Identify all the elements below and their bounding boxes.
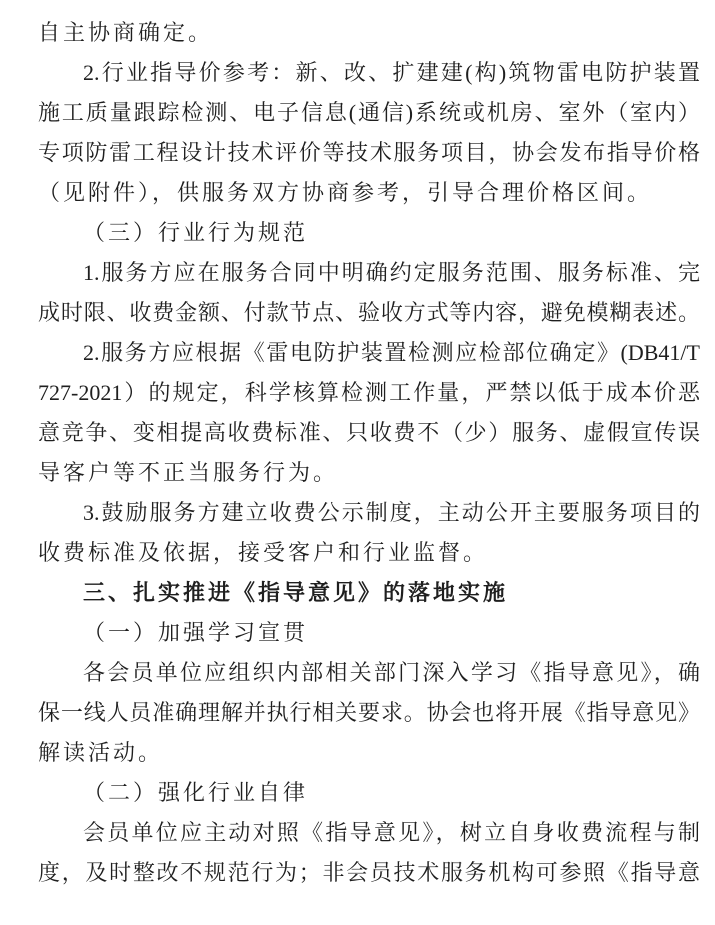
section-heading: 三、扎实推进《指导意见》的落地实施 [83, 580, 509, 605]
body-line: 收费标准及依据，接受客户和行业监督。 [38, 540, 489, 565]
subsection-heading: （三）行业行为规范 [83, 220, 309, 245]
body-line: （见附件），供服务双方协商参考，引导合理价格区间。 [38, 180, 653, 205]
body-line: 会员单位应主动对照《指导意见》，树立自身收费流程与制 [83, 820, 700, 845]
body-line: 成时限、收费金额、付款节点、验收方式等内容，避免模糊表述。 [38, 300, 700, 325]
body-line: 度，及时整改不规范行为；非会员技术服务机构可参照《指导意 [38, 860, 700, 885]
body-line: 施工质量跟踪检测、电子信息(通信)系统或机房、室外（室内） [38, 100, 700, 125]
body-line: 727-2021）的规定，科学核算检测工作量，严禁以低于成本价恶 [38, 380, 700, 405]
body-line: 1.服务方应在服务合同中明确约定服务范围、服务标准、完 [83, 260, 700, 285]
body-line: 各会员单位应组织内部相关部门深入学习《指导意见》，确 [83, 660, 700, 685]
body-line: 意竞争、变相提高收费标准、只收费不（少）服务、虚假宣传误 [38, 420, 700, 445]
body-line: 自主协商确定。 [38, 20, 214, 45]
subsection-heading: （二）强化行业自律 [83, 780, 309, 805]
body-line: 专项防雷工程设计技术评价等技术服务项目，协会发布指导价格 [38, 140, 700, 165]
body-line: 解读活动。 [38, 740, 164, 765]
subsection-heading: （一）加强学习宣贯 [83, 620, 309, 645]
body-line: 保一线人员准确理解并执行相关要求。协会也将开展《指导意见》 [38, 700, 700, 725]
body-line: 3.鼓励服务方建立收费公示制度，主动公开主要服务项目的 [83, 500, 700, 525]
body-line: 2.行业指导价参考：新、改、扩建建(构)筑物雷电防护装置 [83, 60, 700, 85]
body-line: 2.服务方应根据《雷电防护装置检测应检部位确定》(DB41/T [83, 340, 700, 365]
body-line: 导客户等不正当服务行为。 [38, 460, 339, 485]
